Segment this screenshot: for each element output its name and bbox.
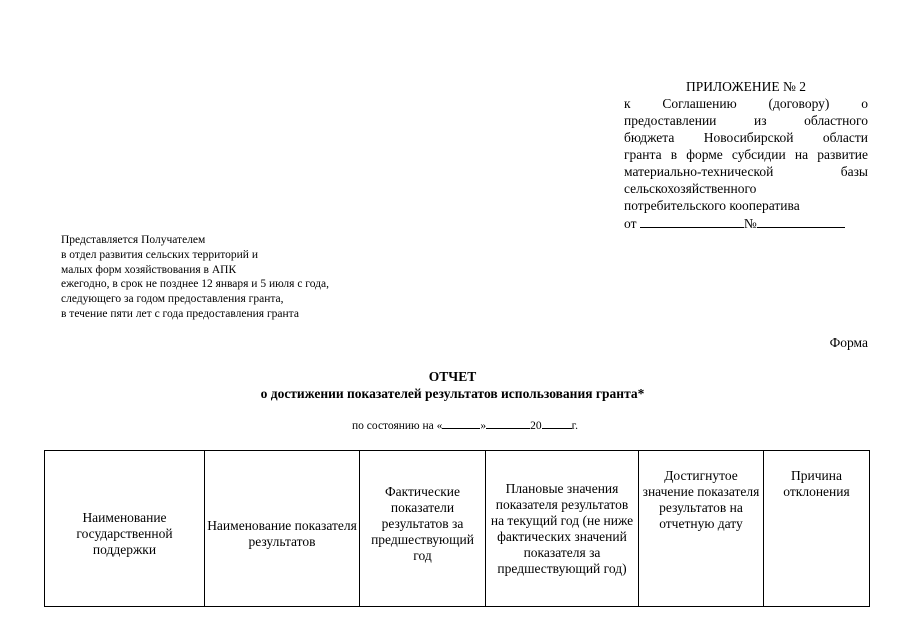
number-label: № bbox=[743, 216, 757, 231]
appendix-line: гранта в форме субсидии на развитие bbox=[624, 147, 868, 162]
header-cell: Наименование государственной поддержки bbox=[45, 451, 205, 607]
header-cell: Причина отклонения bbox=[764, 451, 870, 607]
submission-line: малых форм хозяйствования в АПК bbox=[61, 263, 237, 276]
number-blank bbox=[757, 214, 845, 228]
submission-line: Представляется Получателем bbox=[61, 234, 206, 246]
date-blank bbox=[640, 214, 744, 228]
appendix-line: сельскохозяйственного bbox=[624, 181, 757, 196]
table-header-row bbox=[45, 451, 870, 607]
header-cell: Достигнутое значение показателя результатов на отчетную дату bbox=[639, 451, 764, 607]
appendix-block bbox=[624, 78, 868, 232]
header-cell: Наименование показателя результатов bbox=[205, 451, 360, 607]
as-of-date bbox=[0, 418, 905, 432]
as-of-year: 20 bbox=[530, 420, 542, 432]
form-label: Форма bbox=[829, 335, 868, 350]
appendix-line: материально-технической базы bbox=[624, 164, 868, 179]
as-of-prefix: по состоянию на « bbox=[352, 420, 443, 432]
report-table bbox=[44, 450, 870, 607]
appendix-line: бюджета Новосибирской области bbox=[624, 130, 868, 145]
header-cell: Плановые значения показателя результатов на текущий год (не ниже фактических значений показателя за предшествующий год) bbox=[486, 451, 639, 607]
as-of-suffix: г. bbox=[571, 420, 578, 432]
submission-line: в отдел развития сельских территорий и bbox=[61, 248, 258, 261]
header-cell: Фактические показатели результатов за предшествующий год bbox=[360, 451, 486, 607]
submission-line: следующего за годом предоставления гранта, bbox=[61, 293, 284, 306]
appendix-title: ПРИЛОЖЕНИЕ № 2 bbox=[685, 79, 807, 94]
year-blank bbox=[542, 418, 572, 429]
appendix-date-line bbox=[624, 214, 868, 232]
submission-line: ежегодно, в срок не позднее 12 января и 5 июля с года, bbox=[61, 278, 329, 291]
appendix-line: к Соглашению (договору) о bbox=[624, 96, 868, 111]
submission-note bbox=[61, 233, 329, 322]
report-subtitle: о достижении показателей результатов использования гранта* bbox=[260, 386, 645, 401]
month-blank bbox=[486, 418, 530, 429]
appendix-line: предоставлении из областного bbox=[624, 113, 868, 128]
from-label: от bbox=[624, 216, 637, 231]
as-of-mid: » bbox=[480, 420, 487, 432]
submission-line: в течение пяти лет с года предоставления гранта bbox=[61, 307, 299, 320]
report-title: ОТЧЕТ bbox=[428, 369, 477, 384]
day-blank bbox=[442, 418, 480, 429]
appendix-line: потребительского кооператива bbox=[624, 198, 800, 213]
